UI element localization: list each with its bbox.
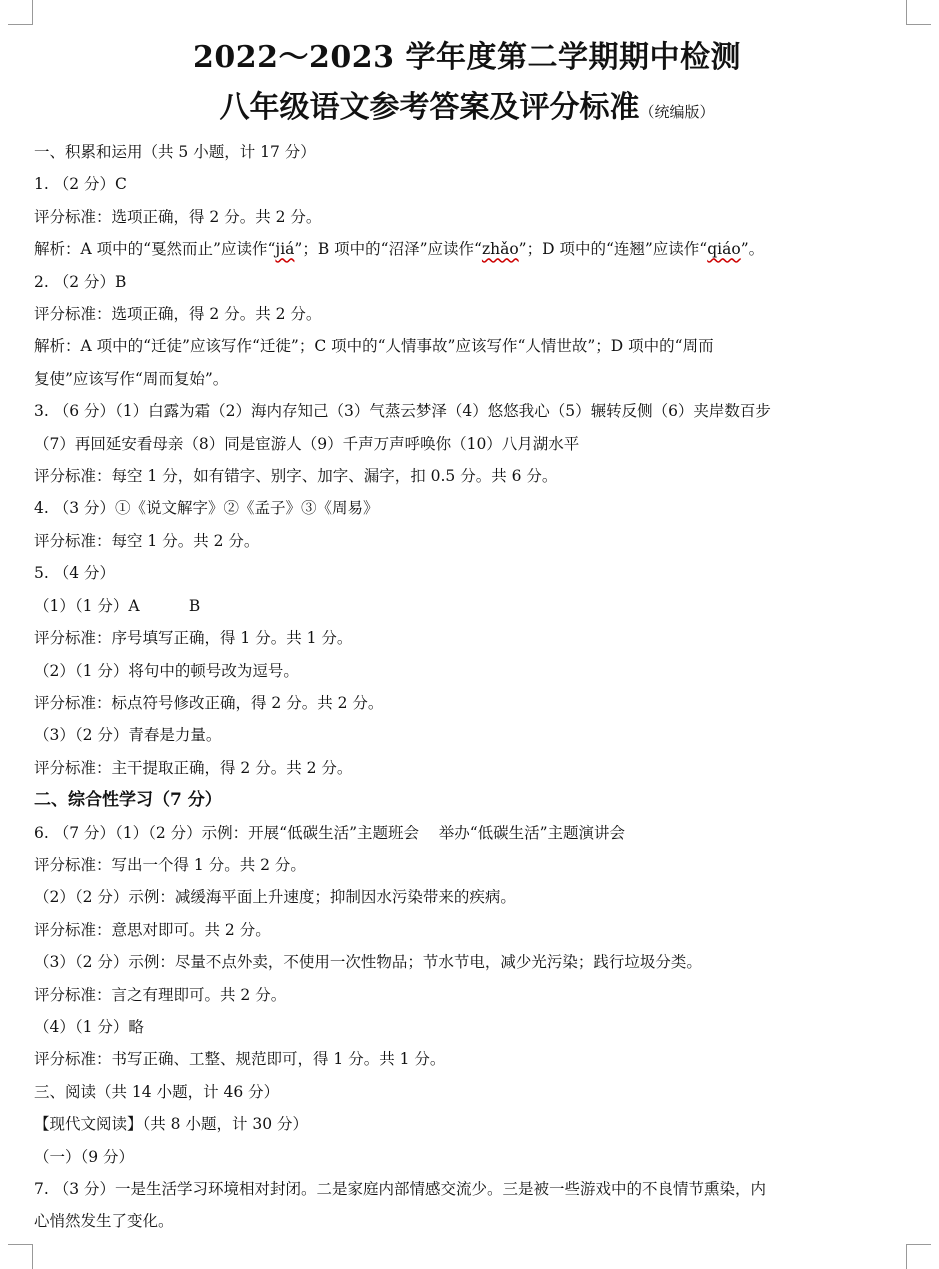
subsection-heading: （一）（9 分） — [34, 1147, 135, 1166]
scoring-line: 评分标准：主干提取正确，得 2 分。共 2 分。 — [34, 758, 353, 777]
answer-line: （1）（1 分）A B — [34, 596, 201, 615]
answer-line: （7）再回延安看母亲（8）同是宦游人（9）千声万声呼唤你（10）八月湖水平 — [34, 434, 580, 453]
analysis-text: ”；B 项中的“沼泽”应读作“ — [294, 240, 482, 259]
analysis-line: 解析：A 项中的“迁徒”应该写作“迁徙”；C 项中的“人情事故”应该写作“人情世故”；D 项中的“周而 — [34, 337, 714, 356]
answer-line: 6. （7 分）（1）（2 分）示例：开展“低碳生活”主题班会 举办“低碳生活”主题演讲会 — [34, 823, 626, 842]
scoring-line: 评分标准：书写正确、工整、规范即可，得 1 分。共 1 分。 — [34, 1050, 446, 1069]
answer-line: 1. （2 分）C — [34, 175, 127, 194]
answer-line: （2）（1 分）将句中的顿号改为逗号。 — [34, 661, 299, 680]
answer-line: 5. （4 分） — [34, 564, 116, 583]
crop-mark-top-left — [8, 0, 33, 25]
analysis-line: 复使”应该写作“周而复始”。 — [34, 369, 229, 388]
analysis-text: ”；D 项中的“连翘”应读作“ — [518, 240, 708, 259]
answer-line: 2. （2 分）B — [34, 272, 127, 291]
crop-mark-bottom-left — [8, 1244, 33, 1269]
scoring-line: 评分标准：标点符号修改正确，得 2 分。共 2 分。 — [34, 693, 384, 712]
analysis-line — [34, 233, 900, 265]
answer-line: 3. （6 分）（1）白露为霜（2）海内存知己（3）气蒸云梦泽（4）悠悠我心（5）辗转反侧（6）夹岸数百步 — [34, 402, 771, 421]
analysis-text: 解析：A 项中的“戛然而止”应读作“ — [34, 240, 276, 259]
scoring-line: 评分标准：选项正确，得 2 分。共 2 分。 — [34, 207, 322, 226]
pinyin-qiao: qiáo — [707, 240, 741, 259]
answer-line: （3）（2 分）青春是力量。 — [34, 726, 222, 745]
document-title: 2022～2023 学年度第二学期期中检测 — [193, 40, 741, 75]
document-page — [34, 38, 900, 1238]
scoring-line: 评分标准：序号填写正确，得 1 分。共 1 分。 — [34, 629, 353, 648]
scoring-line: 评分标准：每空 1 分，如有错字、别字、加字、漏字，扣 0.5 分。共 6 分。 — [34, 467, 558, 486]
section-heading: 三、阅读（共 14 小题，计 46 分） — [34, 1082, 280, 1101]
scoring-line: 评分标准：写出一个得 1 分。共 2 分。 — [34, 855, 306, 874]
subsection-heading: 【现代文阅读】（共 8 小题，计 30 分） — [34, 1115, 309, 1134]
pinyin-jia: jiá — [275, 240, 295, 259]
document-subtitle — [34, 88, 900, 132]
section-heading: 一、积累和运用（共 5 小题，计 17 分） — [34, 143, 316, 161]
answer-line: （2）（2 分）示例：减缓海平面上升速度；抑制因水污染带来的疾病。 — [34, 888, 516, 907]
answer-line: 心悄然发生了变化。 — [34, 1212, 174, 1231]
scoring-line: 评分标准：言之有理即可。共 2 分。 — [34, 985, 287, 1004]
edition-label: （统编版） — [639, 103, 715, 121]
scoring-line: 评分标准：每空 1 分。共 2 分。 — [34, 531, 260, 550]
crop-mark-top-right — [906, 0, 931, 25]
answer-line: 4. （3 分）①《说文解字》②《孟子》③《周易》 — [34, 499, 379, 518]
scoring-line: 评分标准：意思对即可。共 2 分。 — [34, 920, 271, 939]
scoring-line: 评分标准：选项正确，得 2 分。共 2 分。 — [34, 305, 322, 324]
answer-line: （4）（1 分）略 — [34, 1017, 144, 1036]
answer-line: （3）（2 分）示例：尽量不点外卖，不使用一次性物品；节水节电，减少光污染；践行垃圾分类。 — [34, 953, 702, 972]
crop-mark-bottom-right — [906, 1244, 931, 1269]
answer-line: 7. （3 分）一是生活学习环境相对封闭。二是家庭内部情感交流少。三是被一些游戏中的不良情节熏染，内 — [34, 1180, 767, 1198]
section-heading: 二、综合性学习（7 分） — [34, 790, 222, 811]
pinyin-zhao: zhǎo — [481, 240, 519, 259]
analysis-text: ”。 — [740, 240, 765, 259]
subtitle-text: 八年级语文参考答案及评分标准 — [219, 90, 640, 125]
